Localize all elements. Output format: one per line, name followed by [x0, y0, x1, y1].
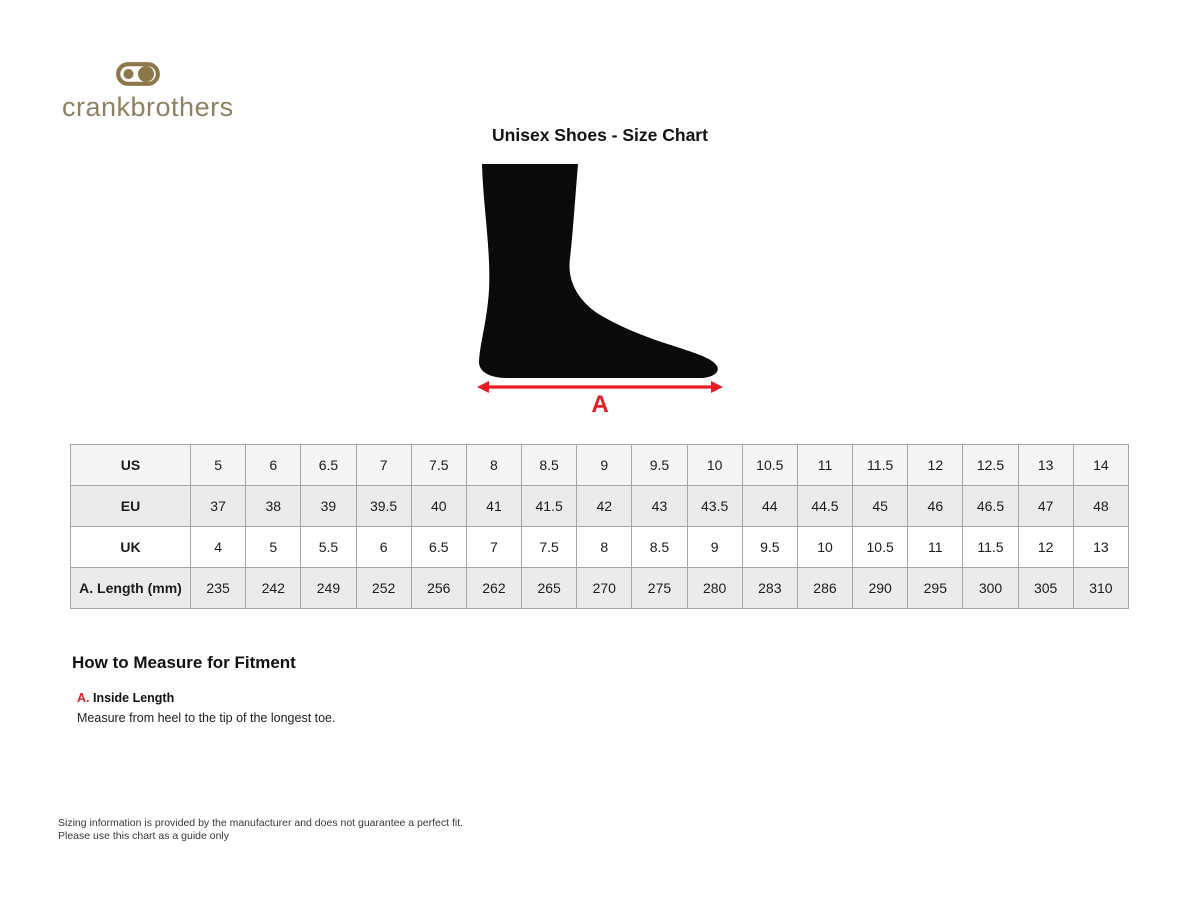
size-cell: 13	[1018, 445, 1073, 486]
table-row-eu	[71, 486, 1129, 527]
size-cell: 8	[577, 527, 632, 568]
size-cell: 37	[191, 486, 246, 527]
size-cell: 7	[356, 445, 411, 486]
size-cell: 10	[797, 527, 852, 568]
size-cell: 11.5	[853, 445, 908, 486]
size-cell: 256	[411, 568, 466, 609]
brand-name: crankbrothers	[62, 92, 234, 122]
size-cell: 300	[963, 568, 1018, 609]
size-cell: 39.5	[356, 486, 411, 527]
size-cell: 11.5	[963, 527, 1018, 568]
size-cell: 265	[522, 568, 577, 609]
size-cell: 6	[356, 527, 411, 568]
brand-logo	[62, 58, 282, 120]
foot-silhouette-and-arrow	[475, 160, 725, 400]
size-cell: 283	[742, 568, 797, 609]
size-cell: 11	[797, 445, 852, 486]
size-cell: 7.5	[411, 445, 466, 486]
size-table-container	[70, 444, 1129, 609]
sock-silhouette-icon	[479, 164, 718, 378]
size-cell: 47	[1018, 486, 1073, 527]
size-cell: 249	[301, 568, 356, 609]
size-cell: 6	[246, 445, 301, 486]
size-cell: 41	[466, 486, 521, 527]
table-row-us	[71, 445, 1129, 486]
page-title: Unisex Shoes - Size Chart	[492, 125, 708, 145]
size-cell: 7.5	[522, 527, 577, 568]
size-cell: 6.5	[301, 445, 356, 486]
size-cell: 290	[853, 568, 908, 609]
size-cell: 310	[1073, 568, 1128, 609]
size-cell: 262	[466, 568, 521, 609]
table-row-a	[71, 568, 1129, 609]
measure-item-label: Inside Length	[89, 691, 175, 705]
size-cell: 48	[1073, 486, 1128, 527]
size-cell: 5.5	[301, 527, 356, 568]
measure-item	[77, 691, 672, 705]
size-cell: 8.5	[522, 445, 577, 486]
row-header: UK	[71, 527, 191, 568]
size-cell: 235	[191, 568, 246, 609]
size-chart-table-body	[71, 445, 1129, 609]
size-cell: 286	[797, 568, 852, 609]
size-cell: 9.5	[742, 527, 797, 568]
disclaimer-footer	[58, 817, 463, 842]
size-cell: 38	[246, 486, 301, 527]
size-cell: 12	[1018, 527, 1073, 568]
size-cell: 45	[853, 486, 908, 527]
size-cell: 39	[301, 486, 356, 527]
size-cell: 43	[632, 486, 687, 527]
size-cell: 295	[908, 568, 963, 609]
size-cell: 14	[1073, 445, 1128, 486]
size-cell: 10.5	[853, 527, 908, 568]
size-cell: 4	[191, 527, 246, 568]
size-cell: 5	[191, 445, 246, 486]
measure-section	[72, 653, 672, 725]
size-cell: 252	[356, 568, 411, 609]
size-cell: 46	[908, 486, 963, 527]
row-header: US	[71, 445, 191, 486]
size-cell: 8.5	[632, 527, 687, 568]
size-cell: 44.5	[797, 486, 852, 527]
size-cell: 275	[632, 568, 687, 609]
size-cell: 7	[466, 527, 521, 568]
size-cell: 42	[577, 486, 632, 527]
size-cell: 44	[742, 486, 797, 527]
size-cell: 12.5	[963, 445, 1018, 486]
size-cell: 11	[908, 527, 963, 568]
dimension-a-label: A	[591, 391, 609, 418]
measure-item-letter: A.	[77, 691, 90, 705]
size-cell: 12	[908, 445, 963, 486]
disclaimer-line2: Please use this chart as a guide only	[58, 829, 230, 842]
size-cell: 270	[577, 568, 632, 609]
table-row-uk	[71, 527, 1129, 568]
size-cell: 13	[1073, 527, 1128, 568]
size-cell: 10	[687, 445, 742, 486]
size-cell: 280	[687, 568, 742, 609]
size-cell: 9	[577, 445, 632, 486]
row-header: EU	[71, 486, 191, 527]
measure-heading: How to Measure for Fitment	[72, 653, 296, 672]
foot-measurement-diagram	[475, 160, 725, 422]
size-cell: 43.5	[687, 486, 742, 527]
disclaimer-line1: Sizing information is provided by the manufacturer and does not guarantee a perfect fit.	[58, 817, 464, 829]
size-cell: 242	[246, 568, 301, 609]
measure-item-description: Measure from heel to the tip of the longest toe.	[77, 711, 336, 725]
size-chart-table	[70, 444, 1129, 609]
size-cell: 9	[687, 527, 742, 568]
size-cell: 9.5	[632, 445, 687, 486]
crankbrothers-logo-icon	[116, 62, 160, 86]
size-cell: 41.5	[522, 486, 577, 527]
size-cell: 40	[411, 486, 466, 527]
size-cell: 6.5	[411, 527, 466, 568]
size-cell: 10.5	[742, 445, 797, 486]
size-cell: 46.5	[963, 486, 1018, 527]
row-header: A. Length (mm)	[71, 568, 191, 609]
size-cell: 305	[1018, 568, 1073, 609]
size-cell: 8	[466, 445, 521, 486]
size-cell: 5	[246, 527, 301, 568]
